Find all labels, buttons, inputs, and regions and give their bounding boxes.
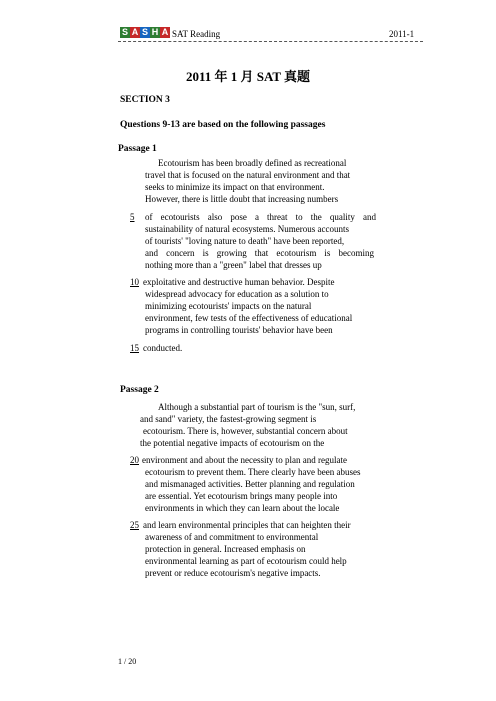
passage2-line: ecotourism to prevent them. There clearly have been abuses xyxy=(145,467,361,477)
passage1-line: environment, few tests of the effectiveness of educational xyxy=(145,313,353,323)
passage2-line: environment and about the necessity to plan and regulate xyxy=(142,455,347,465)
passage1-line: of tourists' "loving nature to death" have been reported, xyxy=(145,236,345,246)
passage1-line: travel that is focused on the natural environment and that xyxy=(145,170,351,180)
logo-letter: H xyxy=(151,27,159,37)
passage1-line: minimizing ecotourists' impacts on the natural xyxy=(145,301,312,311)
passage1-line: nothing more than a "green" label that dresses up xyxy=(145,260,322,270)
line-number: 15 xyxy=(130,343,139,353)
line-number: 25 xyxy=(130,520,139,530)
line-number: 10 xyxy=(130,277,139,287)
questions-heading: Questions 9-13 are based on the following passages xyxy=(120,120,326,130)
passage2-line: ecotourism. There is, however, substantial concern about xyxy=(143,426,348,436)
line-number: 20 xyxy=(130,455,139,465)
passage1-line: sustainability of natural ecosystems. Numerous accounts xyxy=(145,224,349,234)
header-subject: SAT Reading xyxy=(172,29,221,39)
passage2-line: Although a substantial part of tourism is the "sun, surf, xyxy=(158,402,356,412)
passage1-line: seeks to minimize its impact on that environment. xyxy=(145,182,325,192)
passage2-line: environmental learning as part of ecotourism could help xyxy=(145,556,347,566)
passage1-line: widespread advocacy for education as a solution to xyxy=(145,289,329,299)
passage1-line: However, there is little doubt that increasing numbers xyxy=(145,194,339,204)
passage2-line: the potential negative impacts of ecotourism on the xyxy=(140,438,325,448)
passage1-line: programs in controlling tourists' behavior have been xyxy=(145,325,333,335)
passage2-line: protection in general. Increased emphasis on xyxy=(145,544,306,554)
passage1-line: conducted. xyxy=(143,343,183,353)
sasha-logo xyxy=(120,27,170,38)
page-title: 2011 年 1 月 SAT 真题 xyxy=(185,69,311,84)
logo-letter: A xyxy=(161,27,169,37)
logo-letter: S xyxy=(121,27,128,37)
section-heading: SECTION 3 xyxy=(120,95,170,105)
logo-letter: S xyxy=(141,27,148,37)
header-divider xyxy=(118,41,423,42)
passage1-line: exploitative and destructive human behavior. Despite xyxy=(143,277,335,287)
passage2-line: and learn environmental principles that can heighten their xyxy=(143,520,351,530)
passage2-line: awareness of and commitment to environmental xyxy=(145,532,319,542)
passage2-line: environments in which they can learn about the locale xyxy=(145,503,340,513)
header-date: 2011-1 xyxy=(389,29,415,39)
line-number: 5 xyxy=(130,212,135,222)
passage1-line: and concern is growing that ecotourism is becoming xyxy=(145,248,374,258)
page-number: 1 / 20 xyxy=(118,657,137,666)
passage2-line: are essential. Yet ecotourism brings many people into xyxy=(145,491,338,501)
logo-letter: A xyxy=(131,27,139,37)
passage1-line: of ecotourists also pose a threat to the quality and xyxy=(145,212,376,222)
passage2-line: and mismanaged activities. Better planning and regulation xyxy=(145,479,355,489)
passage2-line: prevent or reduce ecotourism's negative impacts. xyxy=(145,568,321,578)
passage1-heading: Passage 1 xyxy=(118,144,157,154)
passage2-line: and sand" variety, the fastest-growing segment is xyxy=(140,414,317,424)
passage2-heading: Passage 2 xyxy=(120,385,159,395)
passage1-line: Ecotourism has been broadly defined as recreational xyxy=(158,158,347,168)
